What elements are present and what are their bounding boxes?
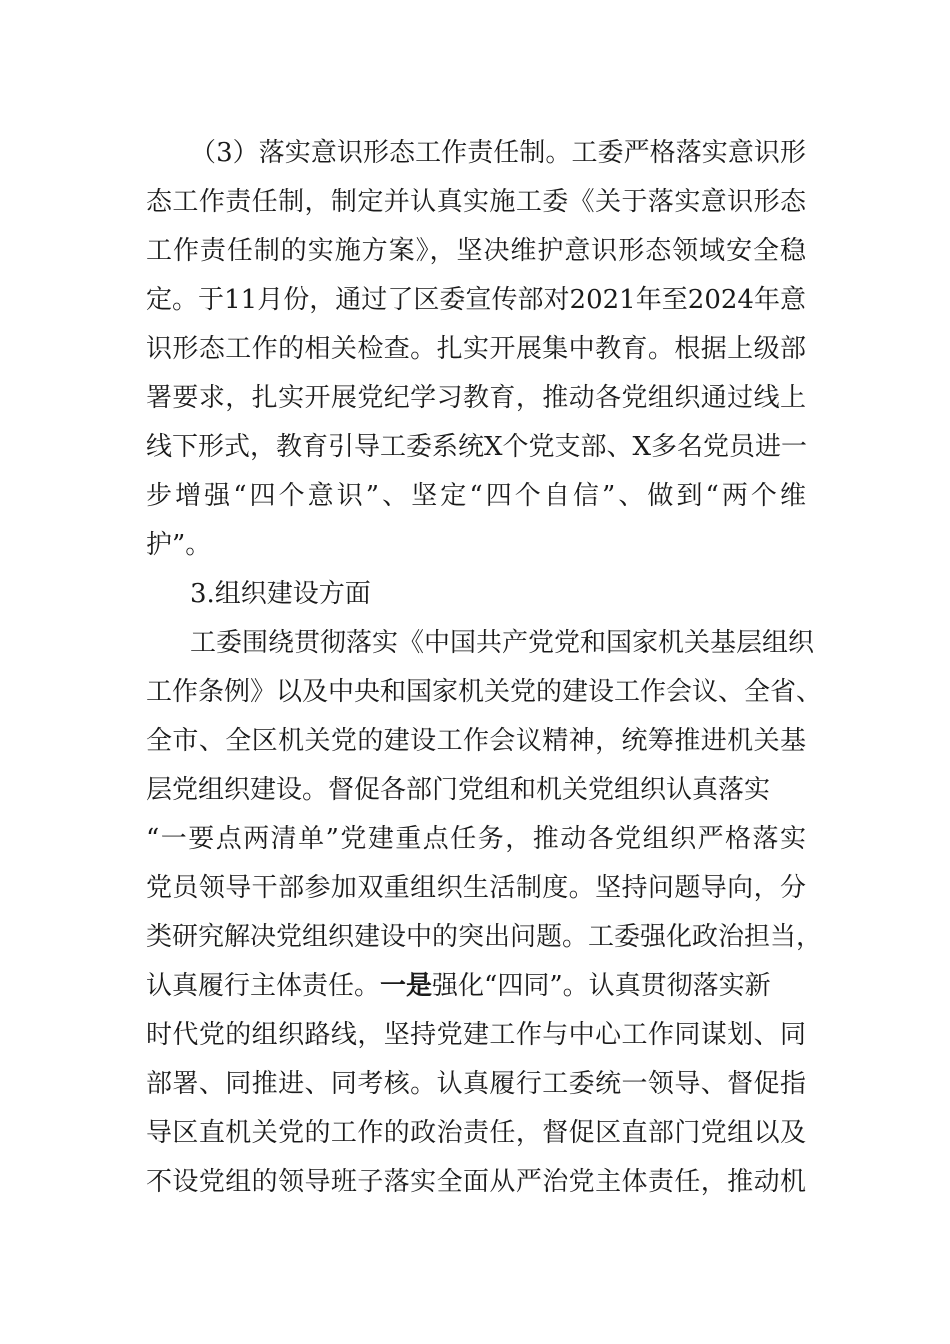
text-line: [146, 966, 806, 1006]
text-line: 全市、全区机关党的建设工作会议精神，统筹推进机关基: [146, 726, 806, 756]
text-line: 定。于11月份，通过了区委宣传部对2021年至2024年意: [146, 285, 806, 315]
text-line: （3）落实意识形态工作责任制。工委严格落实意识形: [190, 138, 806, 168]
text-line: 部署、同推进、同考核。认真履行工委统一领导、督促指: [146, 1069, 806, 1099]
text-line: 层党组织建设。督促各部门党组和机关党组织认真落实: [146, 775, 771, 805]
text-line: 工作责任制的实施方案》，坚决维护意识形态领域安全稳: [146, 236, 806, 266]
text-line: 署要求，扎实开展党纪学习教育，推动各党组织通过线上: [146, 383, 806, 413]
text-line: 党员领导干部参加双重组织生活制度。坚持问题导向，分: [146, 873, 806, 903]
text-line: 步增强“四个意识”、坚定“四个自信”、做到“两个维: [146, 481, 806, 511]
section-heading: 3.组织建设方面: [190, 579, 371, 609]
text-line: 识形态工作的相关检查。扎实开展集中教育。根据上级部: [146, 334, 806, 364]
text-line: 不设党组的领导班子落实全面从严治党主体责任，推动机: [146, 1167, 806, 1197]
text-line: 工作条例》以及中央和国家机关党的建设工作会议、全省、: [146, 677, 823, 707]
text-line: 护”。: [146, 530, 212, 560]
text-line: 类研究解决党组织建设中的突出问题。工委强化政治担当，: [146, 922, 823, 952]
text-line: “一要点两清单”党建重点任务，推动各党组织严格落实: [146, 824, 806, 854]
text-segment: 强化“四同”。认真贯彻落实新: [432, 971, 771, 1001]
text-line: 线下形式，教育引导工委系统X个党支部、X多名党员进一: [146, 432, 808, 462]
emphasis-marker: 一是: [380, 971, 433, 1001]
text-line: 导区直机关党的工作的政治责任，督促区直部门党组以及: [146, 1118, 806, 1148]
text-line: 态工作责任制，制定并认真实施工委《关于落实意识形态: [146, 187, 806, 217]
text-segment: 认真履行主体责任。: [146, 971, 381, 1001]
text-line: 工委围绕贯彻落实《中国共产党党和国家机关基层组织: [190, 628, 815, 658]
text-line: 时代党的组织路线，坚持党建工作与中心工作同谋划、同: [146, 1020, 806, 1050]
